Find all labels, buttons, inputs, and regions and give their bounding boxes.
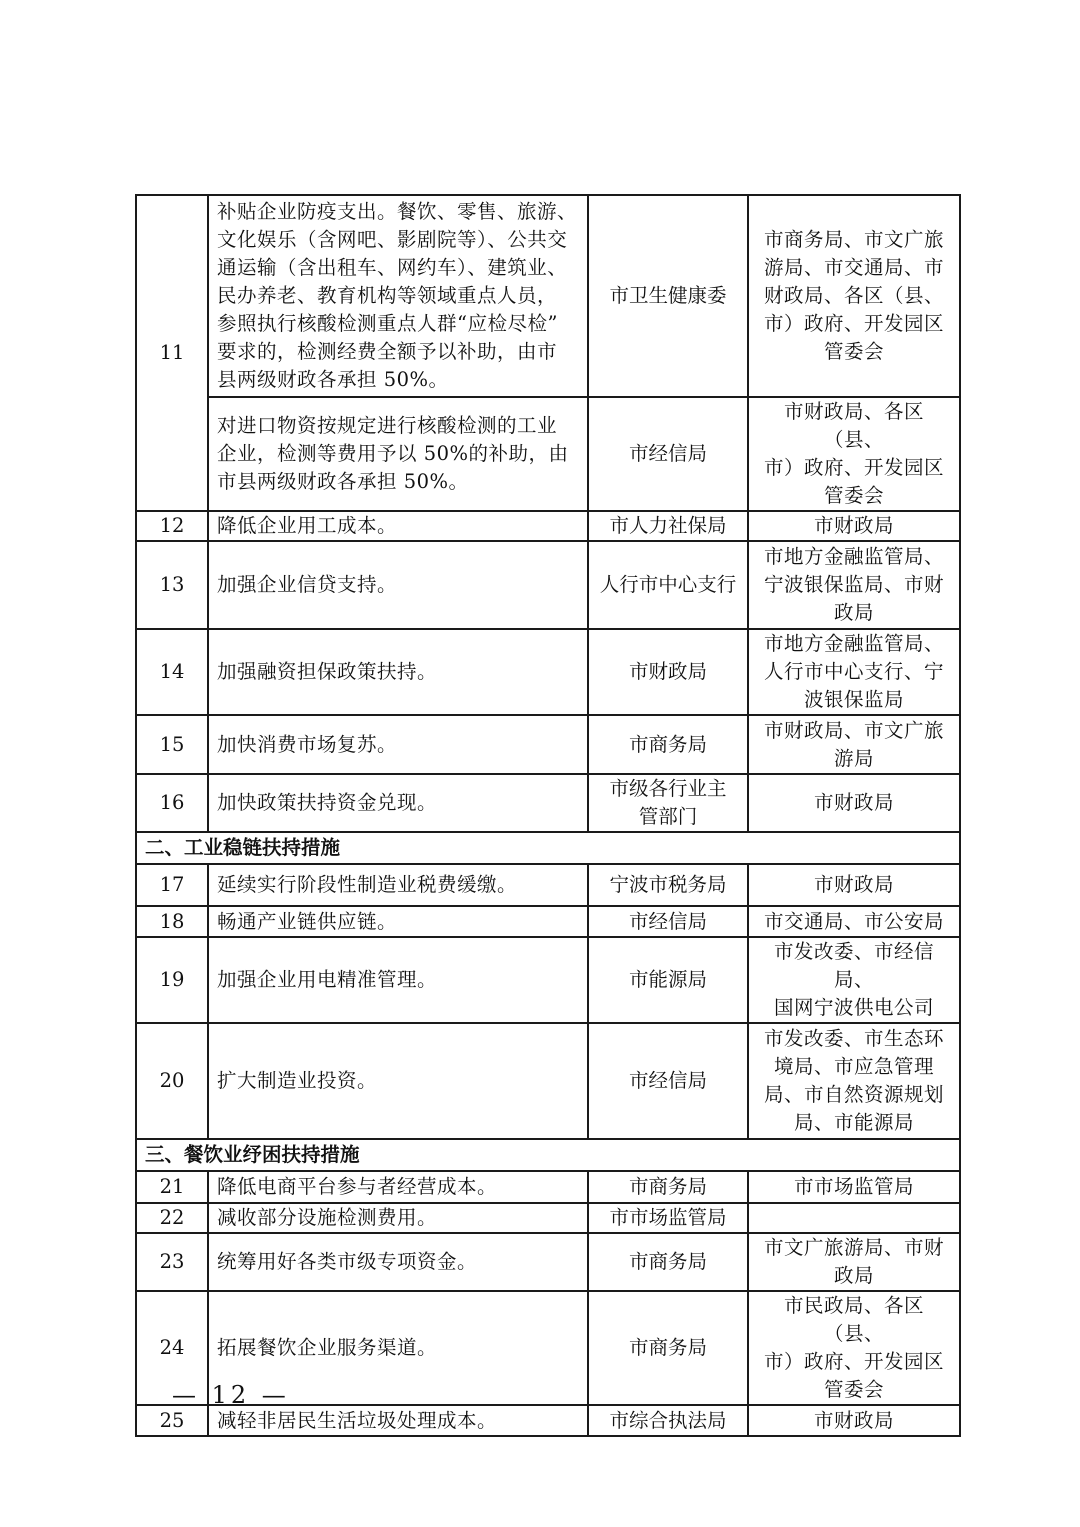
policy-measure: 拓展餐饮企业服务渠道。 [208,1291,588,1405]
policy-measure: 延续实行阶段性制造业税费缓缴。 [208,864,588,906]
lead-department: 市级各行业主 管部门 [609,777,727,828]
lead-department: 市经信局 [628,909,707,933]
lead-department: 人行市中心支行 [599,573,737,596]
lead-department-cell [588,1291,748,1405]
table-row [136,1405,960,1436]
table-row [136,511,960,541]
cooperating-departments: 市财政局、市文广旅 游局 [763,718,944,770]
row-number: 18 [136,906,208,937]
cooperating-departments: 市发改委、市经信局、 国网宁波供电公司 [773,940,934,1019]
policy-measure: 减轻非居民生活垃圾处理成本。 [208,1405,588,1436]
cooperating-departments-cell [748,1291,960,1405]
cooperating-departments-cell [748,937,960,1023]
lead-department-cell [588,906,748,937]
row-number: 15 [136,715,208,774]
policy-measure: 加强企业信贷支持。 [208,541,588,629]
lead-department: 宁波市税务局 [609,873,727,896]
cooperating-departments: 市地方金融监管局、 宁波银保监局、市财 政局 [763,545,944,624]
table-row [136,1023,960,1139]
row-number: 11 [136,195,208,511]
lead-department-cell [588,397,748,511]
row-number: 16 [136,774,208,832]
lead-department: 市商务局 [628,732,707,756]
policy-table [135,194,961,1437]
table-row [136,1203,960,1233]
cooperating-departments: 市市场监管局 [793,1175,914,1198]
row-number: 20 [136,1023,208,1139]
lead-department-cell [588,937,748,1023]
cooperating-departments: 市财政局 [813,1408,894,1432]
row-number: 25 [136,1405,208,1436]
lead-department: 市商务局 [628,1250,707,1273]
cooperating-departments-cell [748,1405,960,1436]
policy-measure: 加快政策扶持资金兑现。 [208,774,588,832]
lead-department: 市经信局 [628,442,707,465]
lead-department: 市商务局 [628,1336,707,1359]
row-number: 17 [136,864,208,906]
lead-department-cell [588,541,748,629]
section-header-row [136,832,960,864]
cooperating-departments-cell [748,715,960,774]
cooperating-departments: 市交通局、市公安局 [763,909,944,933]
lead-department-cell [588,1405,748,1436]
table-row [136,195,960,397]
policy-measure: 降低电商平台参与者经营成本。 [208,1171,588,1203]
lead-department-cell [588,1203,748,1233]
cooperating-departments: 市财政局、各区（县、 市）政府、开发园区 管委会 [763,400,944,507]
section-title: 二、工业稳链扶持措施 [136,832,960,864]
cooperating-departments-cell [748,541,960,629]
table-row [136,864,960,906]
cooperating-departments-cell [748,511,960,541]
row-number: 24 [136,1291,208,1405]
cooperating-departments: 市财政局 [813,791,894,814]
lead-department: 市综合执法局 [609,1408,727,1432]
cooperating-departments-cell [748,1203,960,1233]
lead-department-cell [588,715,748,774]
cooperating-departments-cell [748,864,960,906]
cooperating-departments: 市财政局 [813,514,894,537]
lead-department-cell [588,1023,748,1139]
policy-measure: 对进口物资按规定进行核酸检测的工业 企业，检测等费用予以 50%的补助，由 市县两级财政各承担 50%。 [208,397,588,511]
row-number: 13 [136,541,208,629]
table-row [136,937,960,1023]
lead-department: 市市场监管局 [609,1206,727,1229]
table-row [136,1171,960,1203]
policy-measure: 扩大制造业投资。 [208,1023,588,1139]
row-number: 14 [136,629,208,715]
lead-department-cell [588,864,748,906]
lead-department-cell [588,195,748,397]
lead-department: 市经信局 [628,1069,707,1092]
cooperating-departments-cell [748,906,960,937]
policy-table-container [135,194,959,1437]
table-row [136,397,960,511]
policy-measure: 统筹用好各类市级专项资金。 [208,1233,588,1291]
lead-department: 市能源局 [628,968,707,991]
row-number: 22 [136,1203,208,1233]
lead-department: 市商务局 [628,1175,707,1198]
lead-department: 市财政局 [628,660,707,683]
page-number: — 12 — [172,1381,290,1409]
lead-department-cell [588,1171,748,1203]
cooperating-departments-cell [748,1233,960,1291]
policy-measure: 加强企业用电精准管理。 [208,937,588,1023]
lead-department-cell [588,511,748,541]
cooperating-departments: 市商务局、市文广旅 游局、市交通局、市 财政局、各区（县、 市）政府、开发园区 管委会 [763,228,944,363]
table-row [136,629,960,715]
row-number: 12 [136,511,208,541]
policy-measure: 降低企业用工成本。 [208,511,588,541]
lead-department: 市人力社保局 [609,514,727,537]
lead-department-cell [588,774,748,832]
policy-measure: 减收部分设施检测费用。 [208,1203,588,1233]
policy-measure: 畅通产业链供应链。 [208,906,588,937]
table-row [136,715,960,774]
policy-measure: 加快消费市场复苏。 [208,715,588,774]
cooperating-departments: 市文广旅游局、市财 政局 [763,1236,944,1287]
cooperating-departments: 市发改委、市生态环 境局、市应急管理 局、市自然资源规划 局、市能源局 [763,1027,944,1134]
cooperating-departments-cell [748,1023,960,1139]
table-row [136,1233,960,1291]
table-row [136,906,960,937]
cooperating-departments-cell [748,629,960,715]
table-row [136,541,960,629]
lead-department-cell [588,629,748,715]
row-number: 21 [136,1171,208,1203]
cooperating-departments-cell [748,397,960,511]
cooperating-departments: 市财政局 [813,873,894,896]
section-title: 三、餐饮业纾困扶持措施 [136,1139,960,1171]
policy-measure: 加强融资担保政策扶持。 [208,629,588,715]
cooperating-departments-cell [748,1171,960,1203]
section-header-row [136,1139,960,1171]
cooperating-departments-cell [748,774,960,832]
cooperating-departments: 市民政局、各区（县、 市）政府、开发园区 管委会 [763,1294,944,1401]
policy-measure: 补贴企业防疫支出。餐饮、零售、旅游、 文化娱乐（含网吧、影剧院等）、公共交 通运输（含出租车、网约车）、建筑业、 民办养老、教育机构等领域重点人员， 参照执行核酸检测重点人群“应检尽检” 要求的，检测经费全额予以补助，由市 县两级财政各承担 50%。 [208,195,588,397]
cooperating-departments-cell [748,195,960,397]
cooperating-departments: 市地方金融监管局、 人行市中心支行、宁 波银保监局 [763,632,944,711]
lead-department-cell [588,1233,748,1291]
row-number: 23 [136,1233,208,1291]
table-row [136,774,960,832]
lead-department: 市卫生健康委 [609,284,727,307]
row-number: 19 [136,937,208,1023]
